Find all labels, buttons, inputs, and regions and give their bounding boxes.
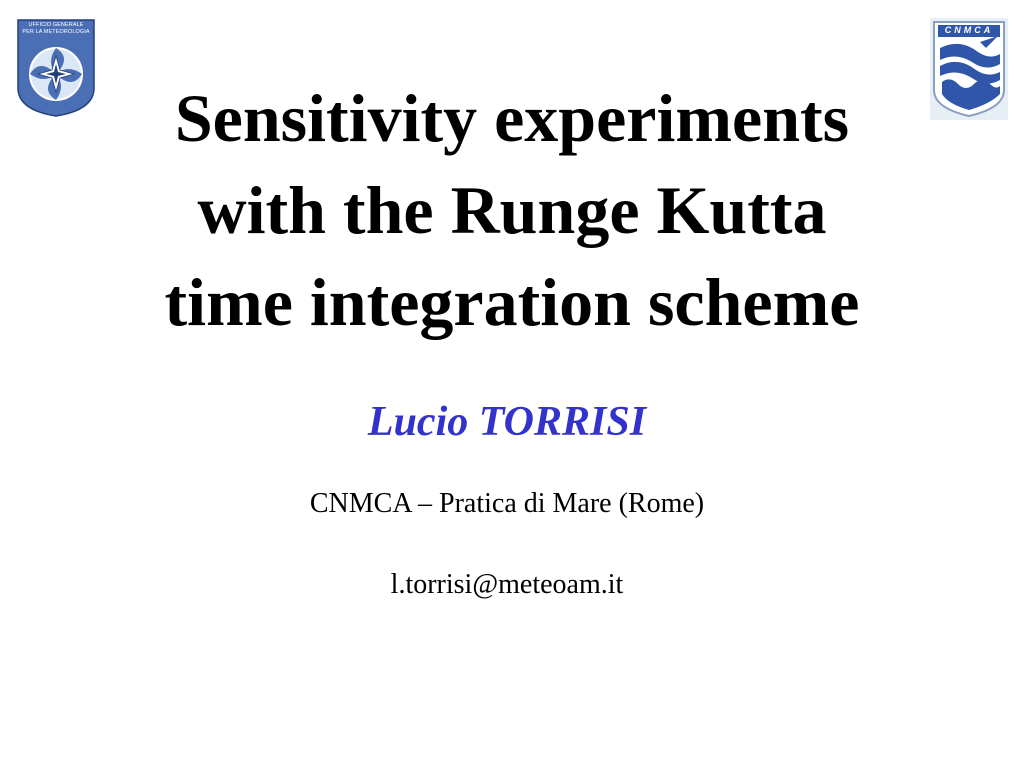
affiliation: CNMCA – Pratica di Mare (Rome) [309,488,705,519]
author-email: l.torrisi@meteoam.it [390,569,624,600]
slide-title-line-1: Sensitivity experiments [174,80,850,156]
ugm-logo-text [16,22,96,36]
author-name: Lucio TORRISI [367,399,647,445]
slide-title-line-2: with the Runge Kutta [197,172,827,248]
slide-title-line-3: time integration scheme [164,264,860,340]
ugm-logo [16,18,96,118]
ugm-logo-text-line1: UFFICIO GENERALE [28,22,84,28]
slide-title [100,72,924,348]
cnmca-logo [930,18,1008,120]
ugm-logo-text-line2: PER LA METEOROLOGIA [22,29,90,35]
cnmca-logo-text: CNMCA [944,25,994,35]
